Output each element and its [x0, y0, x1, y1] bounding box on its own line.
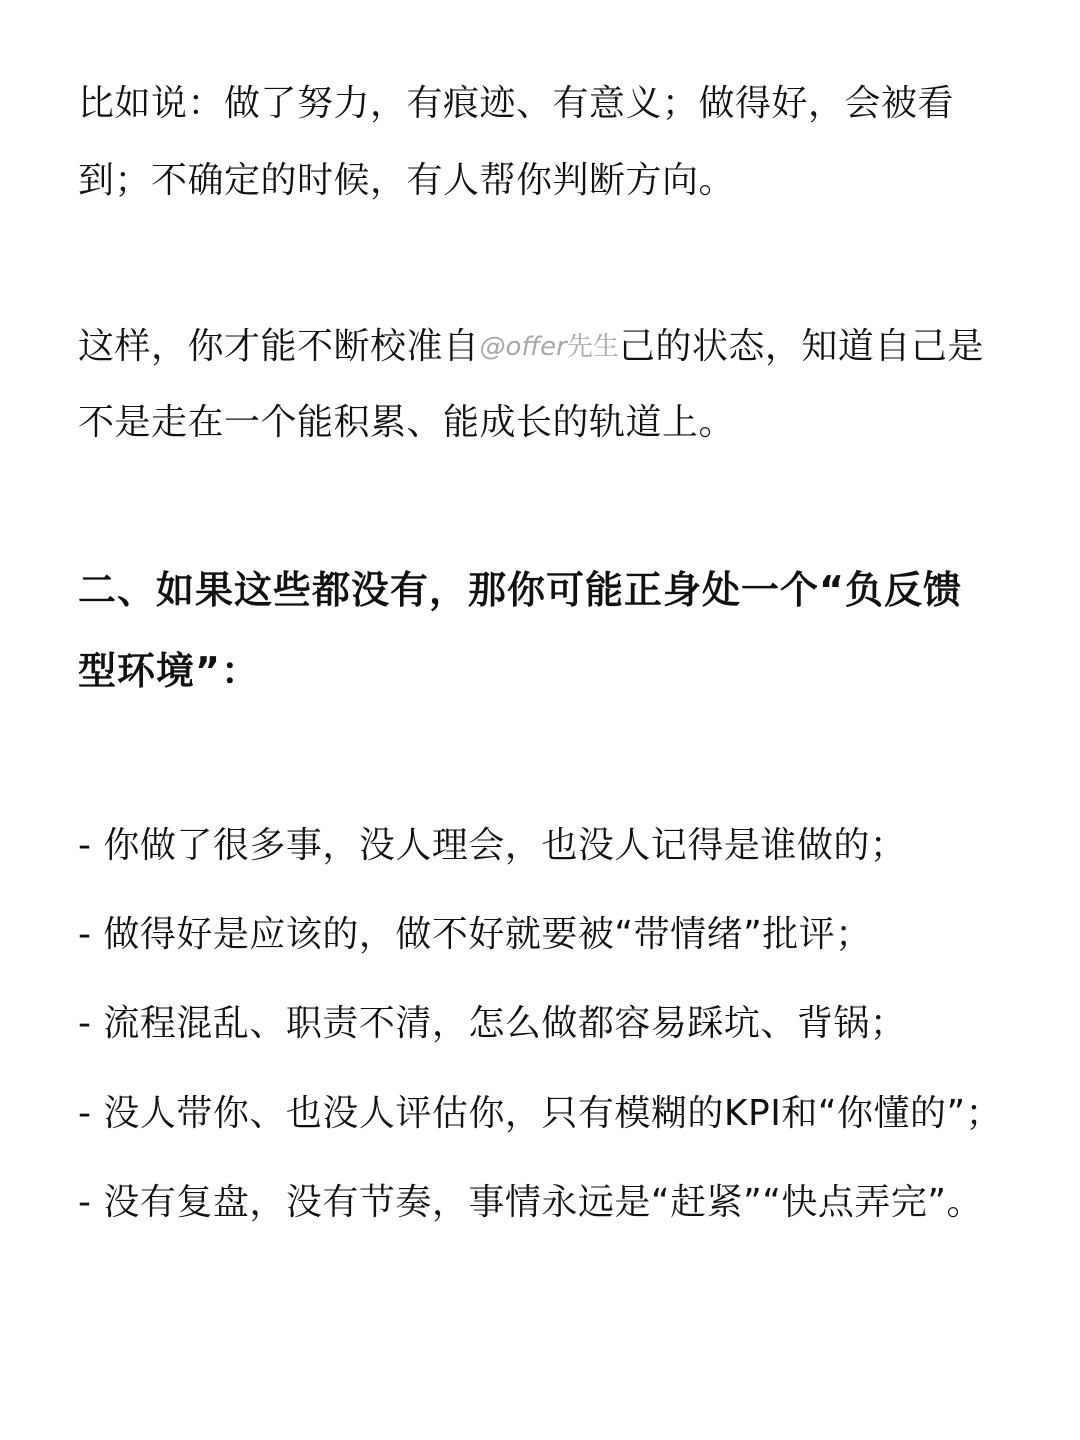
paragraph-2-line-1-before: 这样，你才能不断校准自 — [78, 326, 480, 367]
section-heading-line-2: 型环境”： — [78, 649, 260, 693]
watermark-name: 先生 — [566, 332, 619, 362]
bullet-item-3: - 流程混乱、职责不清，怎么做都容易踩坑、背锅； — [78, 1003, 907, 1044]
paragraph-2-line-2: 不是走在一个能积累、能成长的轨道上。 — [78, 402, 736, 443]
paragraph-1-line-1: 比如说：做了努力，有痕迹、有意义；做得好，会被看 — [78, 83, 955, 124]
section-heading-line-1: 二、如果这些都没有，那你可能正身处一个“负反馈 — [78, 568, 962, 612]
bullet-item-2: - 做得好是应该的，做不好就要被“带情绪”批评； — [78, 914, 872, 955]
watermark — [480, 332, 619, 362]
bullet-item-4: - 没人带你、也没人评估你，只有模糊的KPI和“你懂的”； — [78, 1093, 1003, 1134]
paragraph-2-line-1-after: 己的状态，知道自己是 — [618, 326, 984, 367]
paragraph-2-line-1 — [78, 323, 984, 371]
bullet-item-5: - 没有复盘，没有节奏，事情永远是“赶紧”“快点弄完”。 — [78, 1182, 984, 1223]
watermark-handle: @offer — [479, 332, 567, 362]
paragraph-1-line-2: 到；不确定的时候，有人帮你判断方向。 — [78, 160, 736, 201]
bullet-item-1: - 你做了很多事，没人理会，也没人记得是谁做的； — [78, 825, 907, 866]
